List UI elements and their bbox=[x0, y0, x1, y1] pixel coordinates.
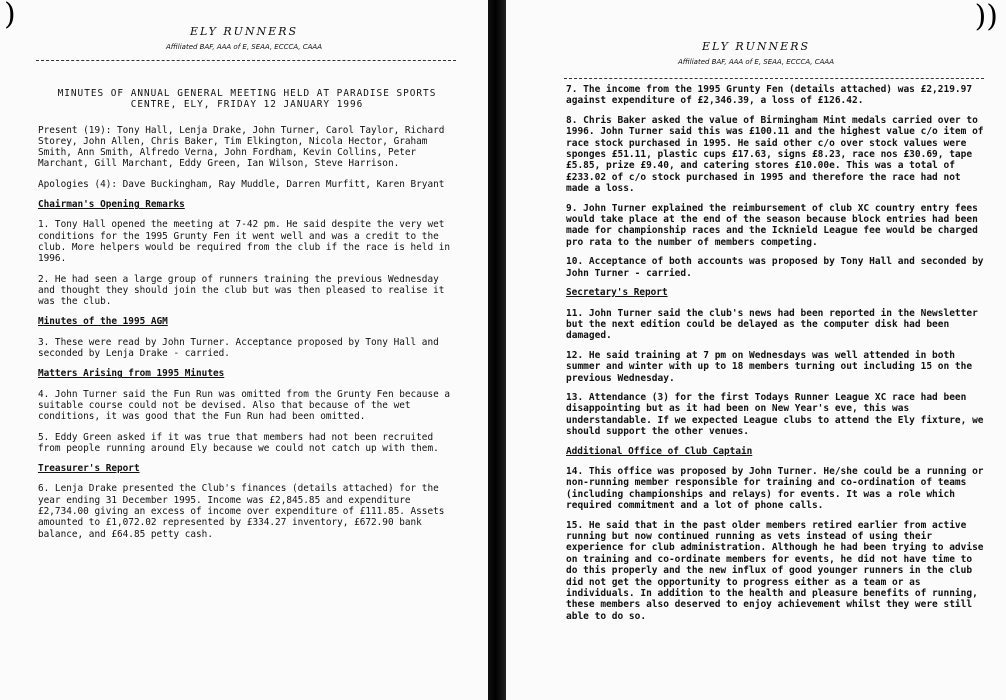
left-page bbox=[0, 0, 488, 700]
minute-item-12: 12. He said training at 7 pm on Wednesdays was well attended in both summer and winter with up to 18 members turning out including 15 on the previous Wednesday. bbox=[566, 349, 973, 384]
affiliation-line: Affiliated BAF, AAA of E, SEAA, ECCCA, CAAA bbox=[165, 43, 323, 51]
book-spine-gutter bbox=[488, 0, 506, 700]
header-divider bbox=[36, 60, 456, 61]
minute-item-1: 1. Tony Hall opened the meeting at 7-42 pm. He said despite the very wet conditions for the 1995 Grunty Fen it went well and was a credit to the club. More helpers would be required from the club if the race is held in 1996. bbox=[38, 219, 451, 265]
section-heading-minutes: Minutes of the 1995 AGM bbox=[38, 316, 168, 328]
minute-item-5: 5. Eddy Green asked if it was true that members had not been recruited from people running around Ely because we could not catch up with them. bbox=[38, 431, 439, 454]
punch-hole-mark: ) bbox=[4, 0, 16, 32]
left-page-content bbox=[38, 88, 456, 549]
attendees-present: Present (19): Tony Hall, Lenja Drake, John Turner, Carol Taylor, Richard Storey, John Allen, Chris Baker, Tim Elkington, Nicola Hector, Graham Smith, Ann Smith, Alfredo Verna, John Fordham, Kevin Collins, Peter Marchant, Gill Marchant, Eddy Green, Ian Wilson, Steve Harrison. bbox=[38, 124, 445, 170]
minute-item-14: 14. This office was proposed by John Turner. He/she could be a running or non-running member responsible for training and co-ordination of teams (including championships and relays) for events. It was a role which required commitment and a lot of phone calls. bbox=[566, 465, 984, 512]
minute-item-6: 6. Lenja Drake presented the Club's finances (details attached) for the year ending 31 December 1995. Income was £2,845.85 and expenditure £2,734.00 giving an excess of income over expenditure of £111.85. Assets amounted to £1,072.02 represented by £334.27 inventory, £672.90 bank balance, and £64.85 petty cash. bbox=[38, 483, 445, 540]
minute-item-15: 15. He said that in the past older members retired earlier from active running but now continued running as vets instead of using their experience for club administration. Although he had been trying to advise on training and co-ordinate members for events, he did not have time to do this properly and the new influx of good younger runners in the club did not get the opportunity to progress either as a team or as individuals. In addition to the health and pleasure benefits of running, these members also deserved to enjoy achievement whilst they were still able to do so. bbox=[566, 519, 984, 622]
right-page-content bbox=[566, 84, 986, 630]
minute-item-11: 11. John Turner said the club's news had been reported in the Newsletter but the next edition could be delayed as the computer disk had been damaged. bbox=[566, 307, 978, 342]
meeting-title: MINUTES OF ANNUAL GENERAL MEETING HELD AT PARADISE SPORTS CENTRE, ELY, FRIDAY 12 JANUARY 1996 bbox=[57, 88, 437, 111]
right-page bbox=[506, 0, 1006, 700]
apologies: Apologies (4): Dave Buckingham, Ray Muddle, Darren Murfitt, Karen Bryant bbox=[38, 178, 445, 190]
affiliation-line: Affiliated BAF, AAA of E, SEAA, ECCCA, CAAA bbox=[677, 58, 835, 66]
club-name-header: ELY RUNNERS bbox=[701, 40, 811, 53]
section-heading-club-captain: Additional Office of Club Captain bbox=[566, 445, 753, 457]
minute-item-2: 2. He had seen a large group of runners training the previous Wednesday and thought they should join the club but was then pleased to realise it was the club. bbox=[38, 273, 445, 308]
header-divider bbox=[564, 78, 984, 79]
punch-hole-mark: )) bbox=[974, 0, 998, 34]
section-heading-matters-arising: Matters Arising from 1995 Minutes bbox=[38, 368, 225, 380]
section-heading-treasurer: Treasurer's Report bbox=[38, 463, 140, 475]
section-heading-secretary: Secretary's Report bbox=[566, 287, 668, 299]
club-name-header: ELY RUNNERS bbox=[189, 25, 299, 38]
section-heading-chairman: Chairman's Opening Remarks bbox=[38, 199, 185, 211]
minute-item-7: 7. The income from the 1995 Grunty Fen (details attached) was £2,219.97 against expenditure of £2,346.39, a loss of £126.42. bbox=[566, 84, 973, 107]
minute-item-9: 9. John Turner explained the reimbursement of club XC country entry fees would take place at the end of the season because block entries had been made for championship races and the Icknield League fee would be charged pro rata to the number of members competing. bbox=[566, 202, 978, 248]
minute-item-8: 8. Chris Baker asked the value of Birmingham Mint medals carried over to 1996. John Turner said this was £100.11 and the highest value c/o item of race stock purchased in 1995. He said other c/o over stock values were sponges £51.11, plastic cups £17.63, signs £8.23, race nos £30.69, tape £5.85, prize £9.40, and catering stores £10.00e. This was a total of £233.02 of c/o stock purchased in 1995 and therefore the race had not made a loss. bbox=[566, 114, 984, 195]
minute-item-3: 3. These were read by John Turner. Acceptance proposed by Tony Hall and seconded by Lenja Drake - carried. bbox=[38, 336, 439, 360]
minute-item-13: 13. Attendance (3) for the first Todays Runner League XC race had been disappointing but as it had been on New Year's eve, this was understandable. If we expected League clubs to attend the Ely fixture, we should support the other venues. bbox=[566, 391, 984, 438]
minute-item-10: 10. Acceptance of both accounts was proposed by Tony Hall and seconded by John Turner - carried. bbox=[566, 256, 984, 279]
minute-item-4: 4. John Turner said the Fun Run was omitted from the Grunty Fen because a suitable course could not be devised. Also that because of the wet conditions, it was good that the Fun Run had been omitted. bbox=[38, 388, 451, 423]
